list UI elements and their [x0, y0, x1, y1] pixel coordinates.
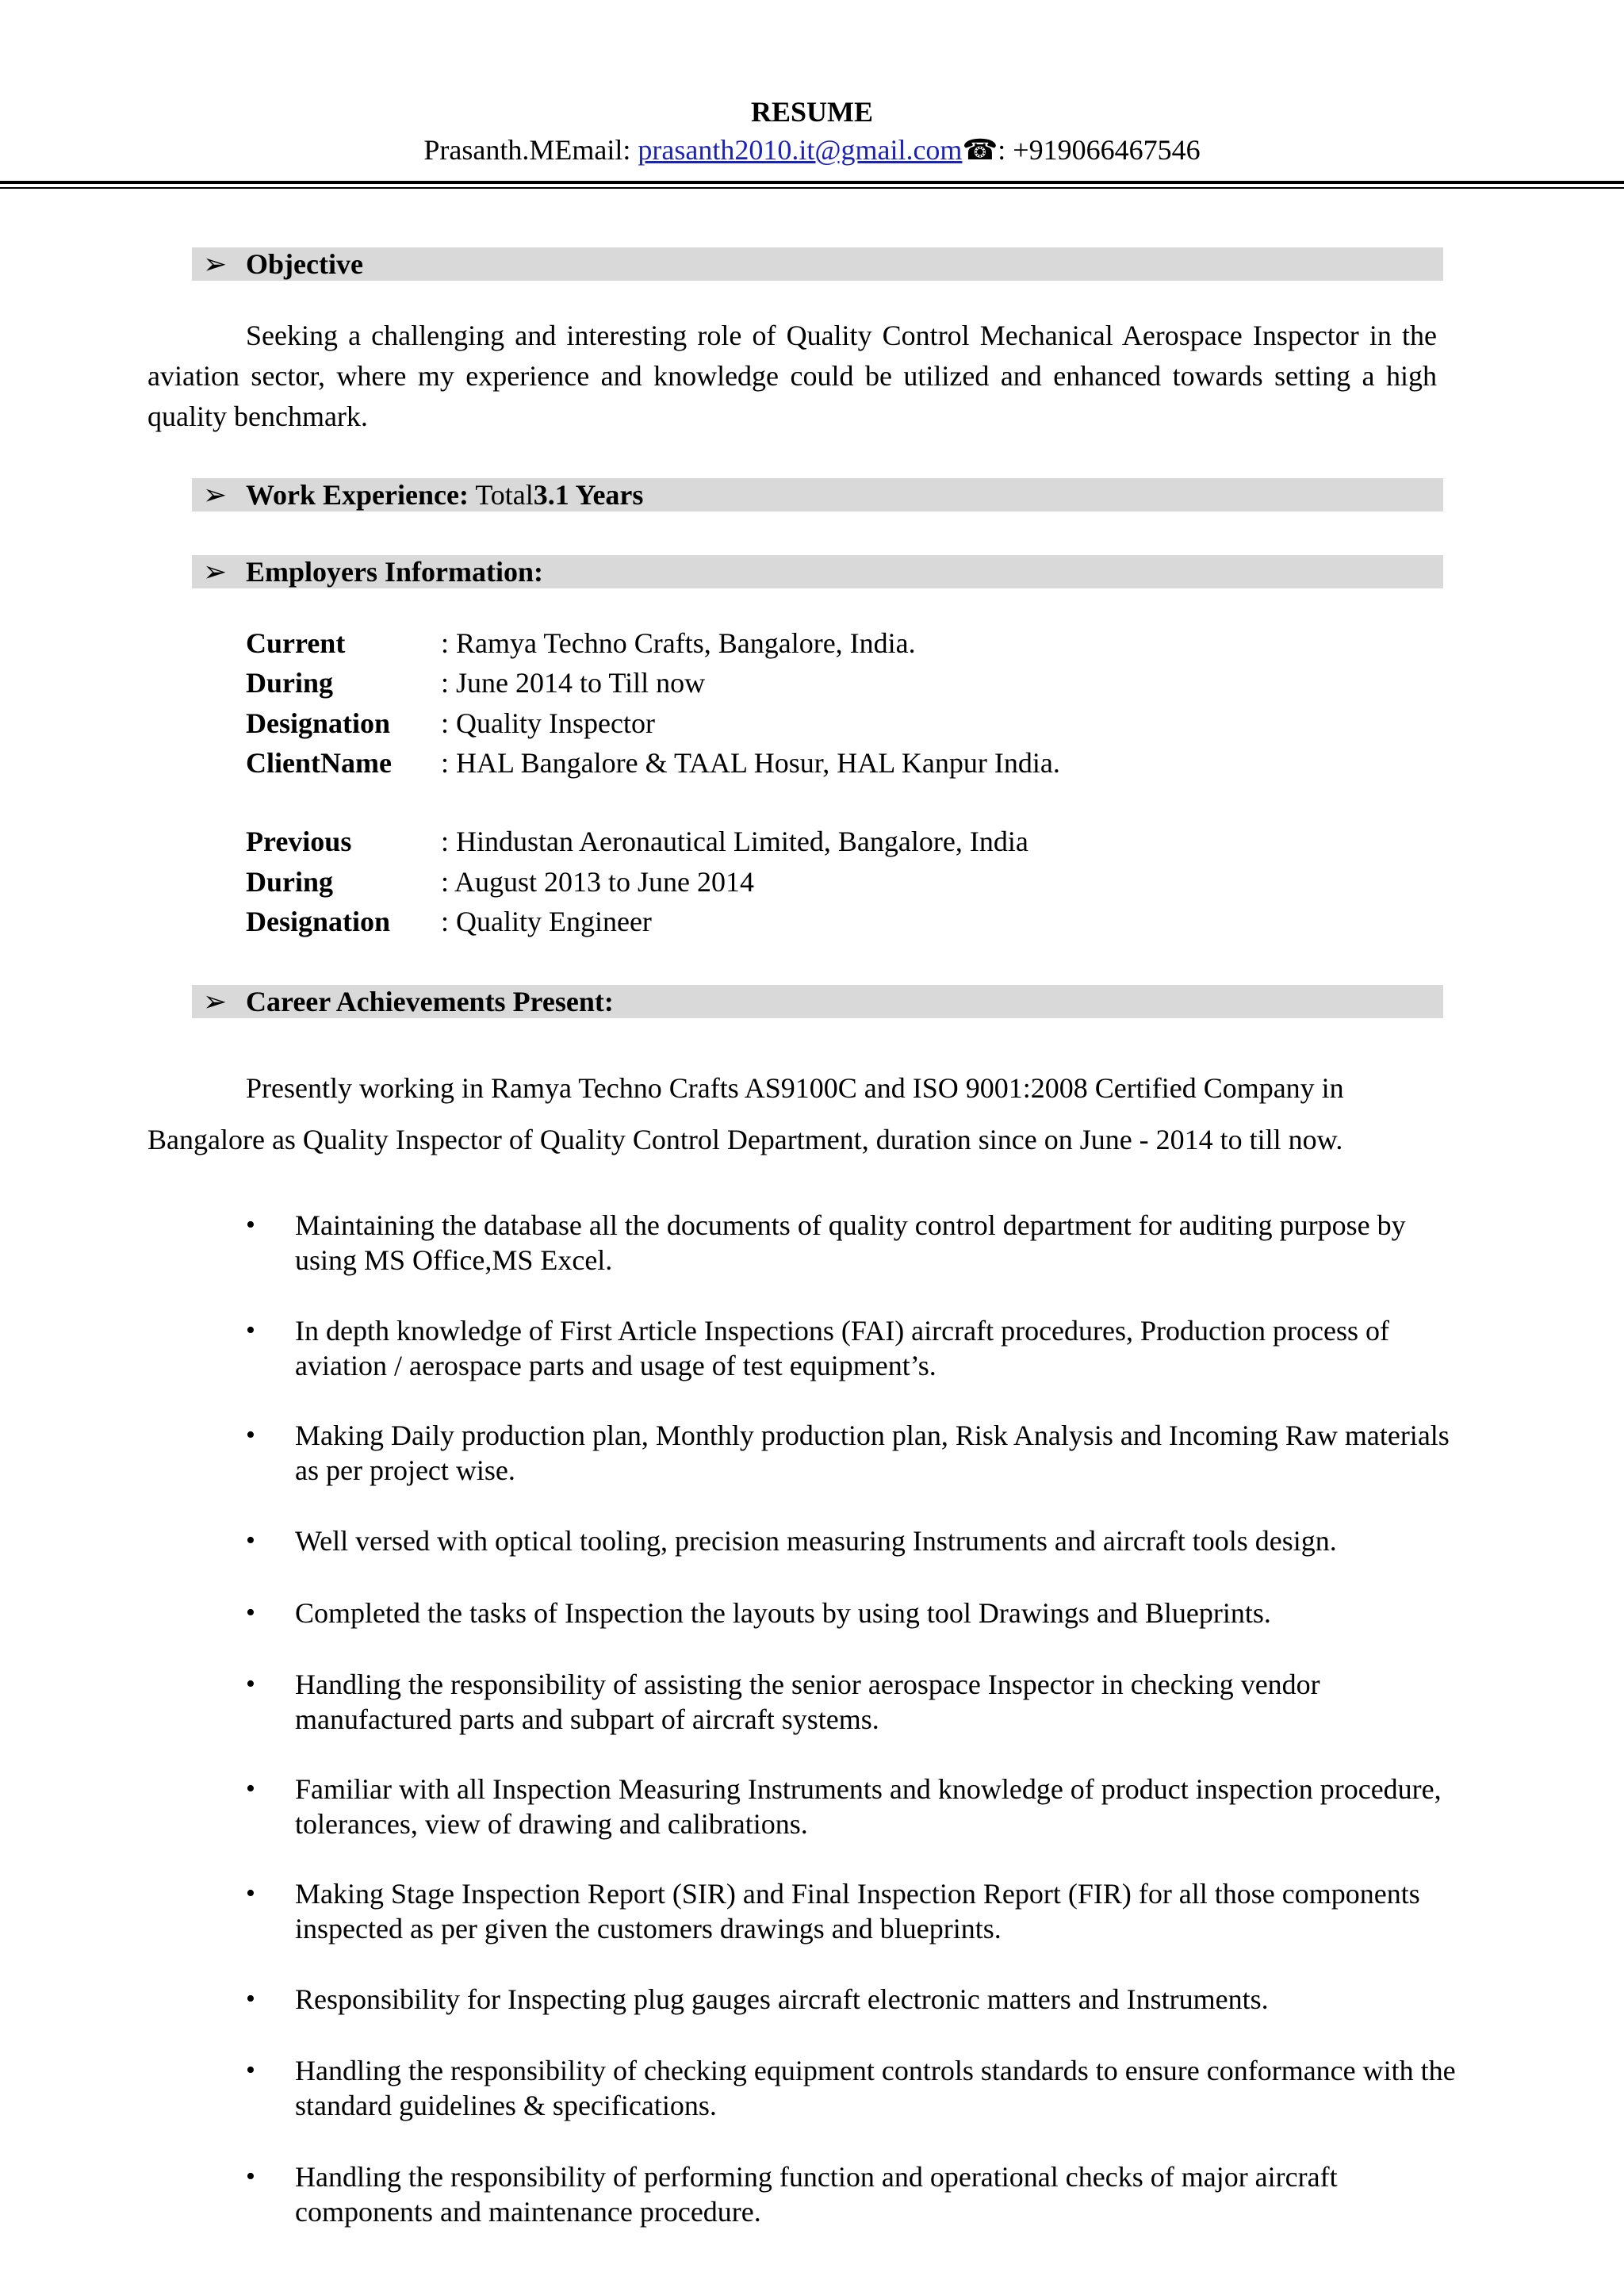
bullet-dot-icon: •	[246, 1526, 255, 1555]
list-item-text: Completed the tasks of Inspection the layouts by using tool Drawings and Blueprints.	[295, 1597, 1271, 1629]
bullet-dot-icon: •	[246, 1316, 255, 1345]
objective-paragraph: Seeking a challenging and interesting role of Quality Control Mechanical Aerospace Inspector in the aviation sector, where my experience and knowledge could be utilized and enhanced towards setting a high quality benchmark.	[147, 320, 1437, 432]
list-item-text: In depth knowledge of First Article Inspections (FAI) aircraft procedures, Production process of aviation / aerospace parts and usage of test equipment’s.	[295, 1315, 1389, 1381]
section-heading-employers: ➢ Employers Information:	[192, 555, 1443, 588]
section-heading-objective: ➢ Objective	[192, 247, 1443, 281]
list-item-text: Making Stage Inspection Report (SIR) and Final Inspection Report (FIR) for all those components inspected as per given the customers drawings and blueprints.	[295, 1878, 1420, 1944]
list-item-text: Handling the responsibility of performing function and operational checks of major aircraft components and maintenance procedure.	[295, 2161, 1338, 2228]
bullet-dot-icon: •	[246, 1598, 255, 1627]
arrow-bullet-icon: ➢	[203, 986, 228, 1017]
bullet-dot-icon: •	[246, 1669, 255, 1699]
arrow-bullet-icon: ➢	[203, 479, 228, 511]
phone-number: : +919066467546	[998, 134, 1201, 166]
contact-line	[0, 133, 1624, 167]
list-item-text: Handling the responsibility of assisting the senior aerospace Inspector in checking vendor manufactured parts and subpart of aircraft systems.	[295, 1669, 1320, 1735]
arrow-bullet-icon: ➢	[203, 248, 228, 280]
candidate-name: Prasanth.MEmail:	[423, 134, 631, 166]
list-item-text: Well versed with optical tooling, precision measuring Instruments and aircraft tools design.	[295, 1525, 1337, 1557]
bullet-dot-icon: •	[246, 1984, 255, 2013]
list-item-text: Responsibility for Inspecting plug gauges aircraft electronic matters and Instruments.	[295, 1983, 1269, 2015]
bullet-dot-icon: •	[246, 2056, 255, 2085]
bullet-dot-icon: •	[246, 1879, 255, 1908]
career-intro-line-2: Bangalore as Quality Inspector of Quality Control Department, duration since on June - 2014 to till now.	[147, 1124, 1343, 1155]
bullet-dot-icon: •	[246, 2162, 255, 2191]
arrow-bullet-icon: ➢	[203, 556, 228, 588]
career-intro-line-1: Presently working in Ramya Techno Crafts AS9100C and ISO 9001:2008 Certified Company in	[246, 1072, 1344, 1104]
section-heading-career: ➢ Career Achievements Present:	[192, 985, 1443, 1018]
bullet-dot-icon: •	[246, 1420, 255, 1450]
list-item-text: Familiar with all Inspection Measuring Instruments and knowledge of product inspection procedure, tolerances, view of drawing and calibrations.	[295, 1773, 1442, 1840]
phone-icon: ☎	[962, 134, 998, 166]
bullet-dot-icon: •	[246, 1210, 255, 1239]
list-item-text: Making Daily production plan, Monthly production plan, Risk Analysis and Incoming Raw materials as per project wise.	[295, 1420, 1450, 1486]
email-link[interactable]: prasanth2010.it@gmail.com	[638, 134, 963, 166]
section-heading-work-experience: ➢ Work Experience: Total3.1 Years	[192, 478, 1443, 511]
document-title: RESUME	[750, 96, 874, 128]
list-item-text: Maintaining the database all the documents of quality control department for auditing purpose by using MS Office,MS Excel.	[295, 1209, 1406, 1276]
list-item-text: Handling the responsibility of checking equipment controls standards to ensure conformance with the standard guidelines & specifications.	[295, 2055, 1456, 2121]
bullet-dot-icon: •	[246, 1774, 255, 1803]
header-rule-thin	[0, 187, 1624, 189]
header-rule-thick	[0, 181, 1624, 184]
